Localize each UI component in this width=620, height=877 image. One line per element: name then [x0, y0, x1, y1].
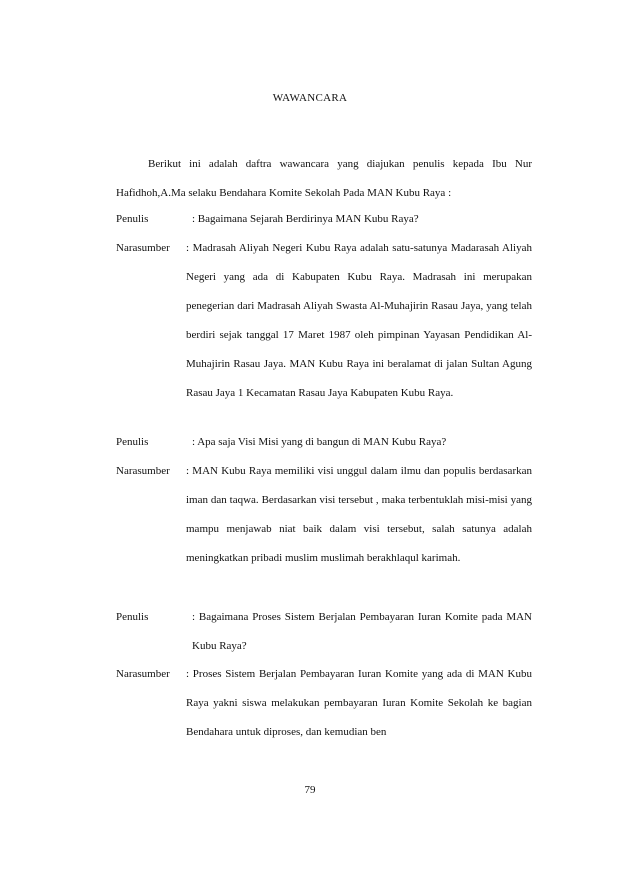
speaker-label: Penulis — [116, 436, 149, 448]
qa-answer-3 — [116, 660, 532, 747]
speaker-label: Narasumber — [116, 242, 170, 254]
question-text: : Bagaimana Proses Sistem Berjalan Pembayaran Iuran Komite pada MAN Kubu Raya? — [192, 611, 532, 652]
answer-text: : MAN Kubu Raya memiliki visi unggul dalam ilmu dan populis berdasarkan iman dan taqwa. Berdasarkan visi tersebut , maka terbentuklah misi-misi yang mampu menjawab niat baik dalam visi tersebut, salah satunya adalah meningkatkan pribadi muslim muslimah berakhlaqul karimah. — [186, 465, 532, 564]
qa-answer-2 — [116, 457, 532, 573]
intro-paragraph: Berikut ini adalah daftra wawancara yang diajukan penulis kepada Ibu Nur Hafidhoh,A.Ma selaku Bendahara Komite Sekolah Pada MAN Kubu Raya : — [116, 158, 532, 199]
speaker-label: Narasumber — [116, 465, 170, 477]
answer-text: : Madrasah Aliyah Negeri Kubu Raya adalah satu-satunya Madarasah Aliyah Negeri yang ada di Kabupaten Kubu Raya. Madrasah ini merupakan penegerian dari Madrasah Aliyah Swasta Al-Muhajirin Rasau Jaya, yang telah berdiri sejak tanggal 17 Maret 1987 oleh pimpinan Yayasan Pendidikan Al-Muhajirin Rasau Jaya. MAN Kubu Raya ini beralamat di jalan Sultan Agung Rasau Jaya 1 Kecamatan Rasau Jaya Kabupaten Kubu Raya. — [186, 242, 532, 399]
question-text: : Bagaimana Sejarah Berdirinya MAN Kubu Raya? — [192, 213, 419, 225]
qa-question-2 — [116, 428, 532, 457]
question-text: : Apa saja Visi Misi yang di bangun di MAN Kubu Raya? — [192, 436, 447, 448]
answer-text: : Proses Sistem Berjalan Pembayaran Iuran Komite yang ada di MAN Kubu Raya yakni siswa melakukan pembayaran Iuran Komite Sekolah ke bagian Bendahara untuk diproses, dan kemudian ben — [186, 668, 532, 738]
page-title: WAWANCARA — [272, 92, 348, 104]
speaker-label: Penulis — [116, 611, 149, 623]
speaker-label: Narasumber — [116, 668, 170, 680]
page-number: 79 — [304, 784, 316, 796]
qa-answer-1 — [116, 234, 532, 408]
speaker-label: Penulis — [116, 213, 149, 225]
qa-question-3 — [116, 603, 532, 661]
qa-question-1 — [116, 205, 532, 234]
